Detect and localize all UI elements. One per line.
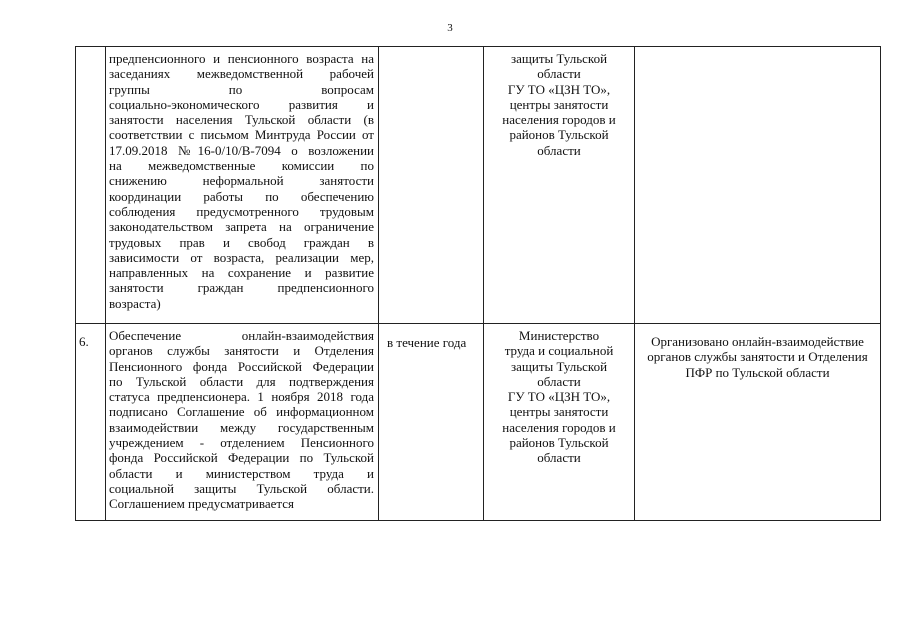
- text-line: зависимости от возраста, реализации мер,: [109, 249, 374, 265]
- measure-description: [106, 324, 378, 512]
- text-line: предпенсионного и пенсионного возраста на: [109, 51, 374, 66]
- text-line: защиты Тульской: [510, 51, 608, 66]
- table-row: [76, 324, 881, 521]
- measure-description: [106, 47, 378, 311]
- text-line: 17.09.2018 №16-0/10/В-7094 о возложении: [109, 142, 374, 158]
- text-line: области: [537, 66, 581, 82]
- text-line: Организовано онлайн-взаимодействие: [651, 334, 864, 349]
- text-line: органов службы занятости и Отделения: [647, 349, 868, 365]
- term-cell: [379, 47, 484, 324]
- measures-table: [75, 46, 881, 521]
- text-line: органов службы занятости и Отделения: [109, 343, 374, 359]
- text-line: ПФР по Тульской области: [685, 364, 830, 380]
- executor-cell: [484, 324, 635, 521]
- text-line: законодательством запрета на ограничение: [109, 219, 374, 235]
- text-line: районов Тульской: [509, 127, 609, 143]
- text-line: Обеспечение онлайн-взаимодействия: [109, 328, 374, 343]
- page-number: 3: [447, 22, 453, 34]
- text-line: социально-экономического развития и: [109, 96, 374, 112]
- text-line: соответствии с письмом Минтруда России от: [109, 127, 374, 143]
- text-line: Соглашением предусматривается: [109, 496, 294, 512]
- text-line: центры занятости: [509, 404, 609, 420]
- table-row: [76, 47, 881, 324]
- text-line: возраста): [109, 295, 161, 311]
- result-text: [635, 324, 880, 380]
- text-line: труда и социальной: [504, 343, 614, 359]
- text-line: соблюдения предусмотренного трудовым: [109, 203, 374, 219]
- row-number-cell: [76, 47, 106, 324]
- measure-description-cell: [106, 324, 379, 521]
- text-line: районов Тульской: [509, 435, 609, 451]
- text-line: области: [537, 373, 581, 389]
- text-line: на межведомственные комиссии по: [109, 158, 374, 174]
- text-line: по Тульской области для подтверждения: [109, 373, 374, 389]
- text-line: населения городов и: [502, 112, 616, 128]
- executor-text: [484, 324, 634, 466]
- text-line: занятости граждан предпенсионного: [109, 280, 374, 296]
- executor-cell: [484, 47, 635, 324]
- text-line: социальной защиты Тульской области.: [109, 480, 374, 496]
- executor-text: [484, 47, 634, 158]
- result-cell: [635, 324, 881, 521]
- text-line: заседаниях межведомственной рабочей: [109, 66, 374, 82]
- text-line: защиты Тульской: [510, 358, 608, 374]
- row-number-cell: [76, 324, 106, 521]
- text-line: Министерство: [518, 328, 600, 343]
- term-text: в течение года: [387, 335, 467, 350]
- text-line: координации работы по обеспечению: [109, 188, 374, 204]
- text-line: группы по вопросам: [109, 81, 374, 97]
- result-text: [635, 47, 880, 57]
- term-cell: [379, 324, 484, 521]
- text-line: области и министерством труда и: [109, 465, 374, 481]
- text-line: ГУ ТО «ЦЗН ТО»,: [507, 81, 611, 97]
- text-line: фонда Российской Федерации по Тульской: [109, 450, 374, 466]
- text-line: взаимодействии между государственным: [109, 419, 374, 435]
- row-number: [76, 47, 105, 57]
- text-line: ГУ ТО «ЦЗН ТО»,: [507, 389, 611, 405]
- measure-description-cell: [106, 47, 379, 324]
- text-line: снижению неформальной занятости: [109, 173, 374, 189]
- text-line: Пенсионного фонда Российской Федерации: [109, 358, 374, 374]
- text-line: центры занятости: [509, 96, 609, 112]
- text-line: статуса предпенсионера. 1 ноября 2018 года: [109, 389, 374, 405]
- text-line: занятости населения Тульской области (в: [109, 112, 374, 128]
- term-text: [379, 47, 483, 58]
- text-line: трудовых прав и свобод граждан в: [109, 234, 374, 250]
- text-line: населения городов и: [502, 419, 616, 435]
- row-number: 6.: [79, 334, 89, 349]
- text-line: направленных на сохранение и развитие: [109, 265, 374, 281]
- text-line: подписано Соглашение об информационном: [109, 404, 374, 420]
- text-line: области: [537, 450, 581, 466]
- text-line: учреждением - отделением Пенсионного: [109, 435, 374, 451]
- text-line: области: [537, 142, 581, 158]
- result-cell: [635, 47, 881, 324]
